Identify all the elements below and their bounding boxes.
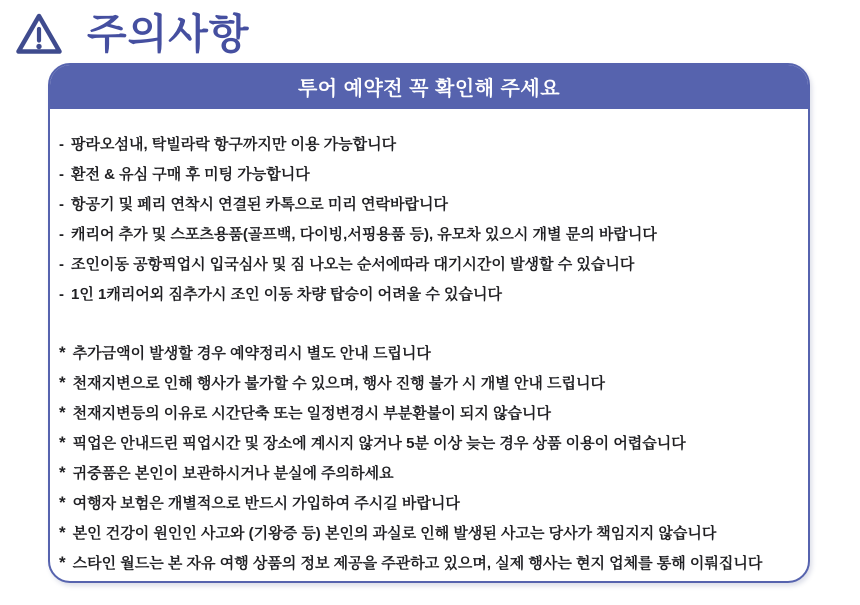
item-text: 픽업은 안내드린 픽업시간 및 장소에 계시지 않거나 5분 이상 늦는 경우 상품 이용이 어렵습니다 bbox=[72, 435, 686, 452]
list-item bbox=[59, 368, 800, 398]
dash-bullet: - bbox=[59, 136, 64, 153]
item-text: 팡라오섬내, 탁빌라락 항구까지만 이용 가능합니다 bbox=[71, 136, 397, 153]
list-item bbox=[59, 458, 800, 488]
star-bullet: * bbox=[59, 403, 66, 422]
star-bullet: * bbox=[59, 463, 66, 482]
list-item bbox=[59, 338, 800, 368]
list-item bbox=[59, 398, 800, 428]
list-item bbox=[59, 130, 800, 160]
dash-bullet: - bbox=[59, 196, 64, 213]
dash-bullet: - bbox=[59, 286, 64, 303]
page-title: 주의사항 bbox=[87, 11, 250, 57]
dash-notice-list bbox=[59, 130, 800, 310]
list-item bbox=[59, 428, 800, 458]
star-bullet: * bbox=[59, 493, 66, 512]
item-text: 환전 & 유심 구매 후 미팅 가능합니다 bbox=[71, 166, 310, 183]
list-item bbox=[59, 548, 800, 578]
list-item bbox=[59, 220, 800, 250]
item-text: 캐리어 추가 및 스포츠용품(골프백, 다이빙,서핑용품 등), 유모차 있으시 개별 문의 바랍니다 bbox=[71, 226, 657, 243]
item-text: 귀중품은 본인이 보관하시거나 분실에 주의하세요 bbox=[72, 465, 394, 482]
dash-bullet: - bbox=[59, 166, 64, 183]
list-item bbox=[59, 280, 800, 310]
page-header bbox=[13, 10, 249, 58]
list-item bbox=[59, 518, 800, 548]
star-bullet: * bbox=[59, 433, 66, 452]
list-item bbox=[59, 190, 800, 220]
star-bullet: * bbox=[59, 553, 66, 572]
item-text: 스타인 월드는 본 자유 여행 상품의 정보 제공을 주관하고 있으며, 실제 행사는 현지 업체를 통해 이뤄집니다 bbox=[72, 555, 763, 572]
list-item bbox=[59, 488, 800, 518]
list-item bbox=[59, 250, 800, 280]
item-text: 1인 1캐리어외 짐추가시 조인 이동 차량 탑승이 어려울 수 있습니다 bbox=[71, 286, 502, 303]
item-text: 천재지변으로 인해 행사가 불가할 수 있으며, 행사 진행 불가 시 개별 안내 드립니다 bbox=[72, 375, 605, 392]
notice-content bbox=[50, 109, 808, 578]
item-text: 추가금액이 발생할 경우 예약정리시 별도 안내 드립니다 bbox=[72, 345, 431, 362]
item-text: 천재지변등의 이유로 시간단축 또는 일정변경시 부분환불이 되지 않습니다 bbox=[72, 405, 551, 422]
item-text: 본인 건강이 원인인 사고와 (기왕증 등) 본인의 과실로 인해 발생된 사고는 당사가 책임지지 않습니다 bbox=[72, 525, 717, 542]
item-text: 여행자 보험은 개별적으로 반드시 가입하여 주시길 바랍니다 bbox=[72, 495, 460, 512]
notice-box bbox=[48, 63, 810, 583]
star-bullet: * bbox=[59, 343, 66, 362]
notice-box-header: 투어 예약전 꼭 확인해 주세요 bbox=[48, 63, 810, 109]
item-text: 항공기 및 페리 연착시 연결된 카톡으로 미리 연락바랍니다 bbox=[71, 196, 448, 213]
star-bullet: * bbox=[59, 523, 66, 542]
dash-bullet: - bbox=[59, 226, 64, 243]
dash-bullet: - bbox=[59, 256, 64, 273]
star-bullet: * bbox=[59, 373, 66, 392]
star-notice-list bbox=[59, 338, 800, 578]
warning-triangle-icon bbox=[13, 10, 65, 58]
list-item bbox=[59, 160, 800, 190]
item-text: 조인이동 공항픽업시 입국심사 및 짐 나오는 순서에따라 대기시간이 발생할 수 있습니다 bbox=[71, 256, 635, 273]
